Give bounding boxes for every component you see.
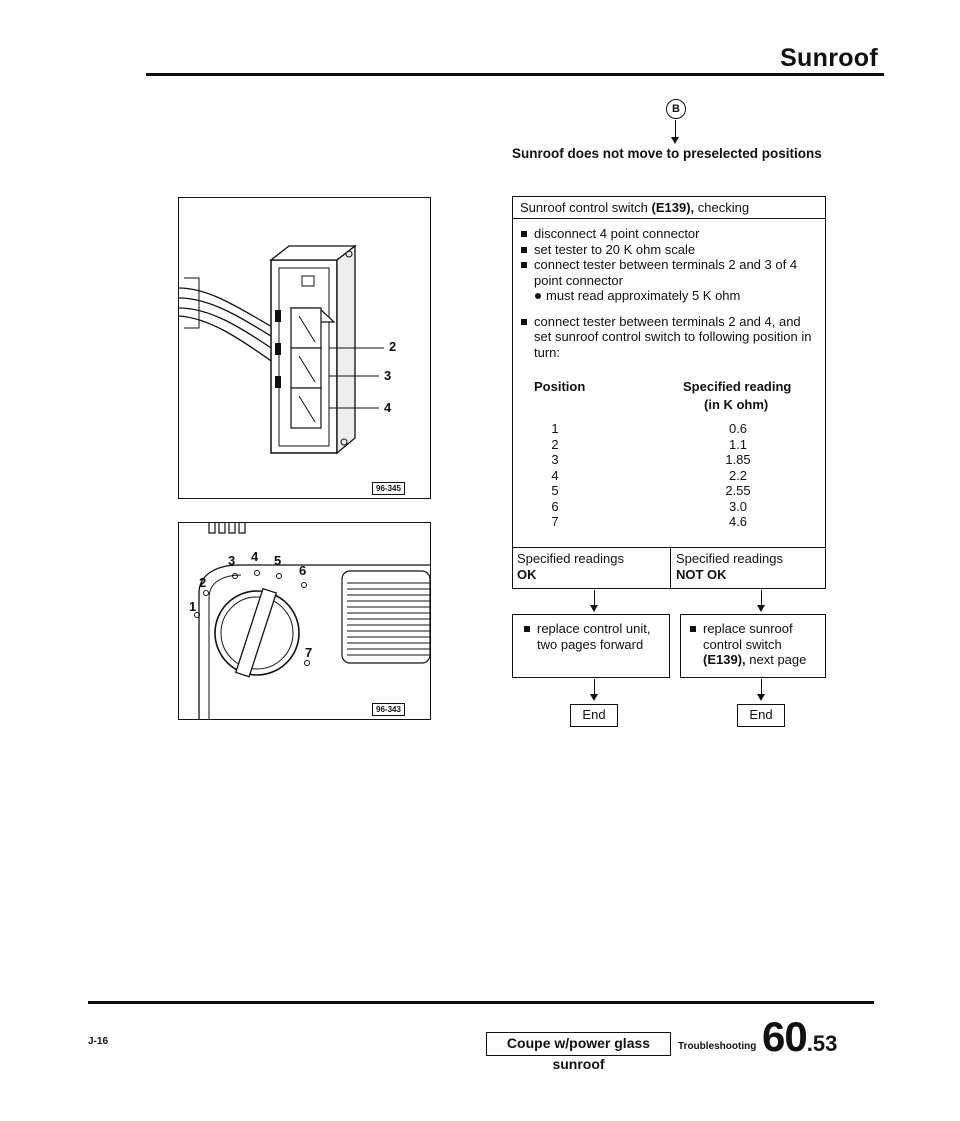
step-item: disconnect 4 point connector — [516, 226, 820, 242]
dial-label-1: 1 — [189, 599, 197, 614]
step-item: set tester to 20 K ohm scale — [516, 242, 820, 258]
terminal-label-2: 2 — [389, 339, 397, 354]
terminal-label-3: 3 — [384, 368, 392, 383]
action-right-code: (E139), — [703, 652, 746, 667]
page-number — [762, 1013, 837, 1061]
outcome-notok-status: NOT OK — [676, 566, 727, 582]
dial-label-6: 6 — [299, 563, 307, 578]
check-heading-tail: checking — [697, 200, 750, 215]
action-right-text-2: next page — [749, 652, 807, 667]
arrow-end-left-head — [590, 694, 598, 701]
check-heading-divider — [512, 218, 826, 219]
col-reading-unit: (in K ohm) — [704, 397, 769, 412]
step-item: connect tester between terminals 2 and 3 of 4 point connector — [516, 257, 820, 288]
page-number-main: 60 — [762, 1013, 807, 1060]
action-left-box — [512, 614, 670, 678]
connector-figure — [178, 197, 431, 499]
readings-column — [713, 421, 763, 530]
outcome-ok-label: Specified readings — [517, 551, 624, 566]
reading-value: 4.6 — [728, 514, 748, 529]
figure-id: 96-343 — [372, 703, 405, 716]
positions-column — [540, 421, 570, 530]
action-right-box — [680, 614, 826, 678]
reading-value: 2.2 — [728, 467, 748, 483]
reading-value: 1.85 — [725, 452, 751, 467]
header-rule — [146, 73, 884, 76]
check-heading-text: Sunroof control switch — [520, 200, 648, 215]
check-heading-code: (E139), — [651, 200, 695, 215]
dial-label-2: 2 — [199, 575, 207, 590]
marker-arrow-head — [671, 137, 679, 144]
arrow-notok-head — [757, 605, 765, 612]
reading-value: 3.0 — [728, 498, 748, 514]
position-value: 6 — [551, 498, 559, 514]
terminal-label-4: 4 — [384, 400, 392, 415]
marker-arrow-line — [675, 120, 676, 138]
position-value: 1 — [551, 421, 559, 436]
position-value: 5 — [551, 483, 559, 498]
action-left-text: replace control unit, two pages forward — [519, 621, 663, 652]
reading-value: 2.55 — [725, 483, 751, 498]
action-right-text — [685, 621, 821, 668]
step-marker: B — [666, 99, 686, 119]
position-value: 3 — [551, 452, 559, 467]
arrow-ok-head — [590, 605, 598, 612]
footer-model-box: Coupe w/power glass sunroof — [486, 1032, 671, 1056]
action-right-text-1: replace sunroof control switch — [703, 621, 793, 652]
page-number-sub: .53 — [806, 1031, 838, 1056]
step-item: connect tester between terminals 2 and 4, and set sunroof control switch to following position in turn: — [516, 314, 820, 361]
dial-label-4: 4 — [251, 549, 259, 564]
position-value: 4 — [551, 467, 559, 483]
condition-heading: Sunroof does not move to preselected positions — [512, 146, 822, 161]
dial-label-5: 5 — [274, 553, 282, 568]
footer-code: J-16 — [88, 1036, 109, 1047]
switch-figure — [178, 522, 431, 720]
reading-value: 1.1 — [728, 436, 748, 452]
outcome-notok-label: Specified readings — [676, 551, 783, 566]
sub-step-item: must read approximately 5 K ohm — [532, 288, 820, 304]
check-steps — [516, 226, 820, 360]
outcome-ok — [517, 551, 667, 582]
reading-value: 0.6 — [728, 421, 748, 436]
arrow-end-right-head — [757, 694, 765, 701]
page-title: Sunroof — [780, 44, 878, 72]
switch-illustration — [179, 523, 430, 719]
figure-id: 96-345 — [372, 482, 405, 495]
dial-label-7: 7 — [305, 645, 313, 660]
outcome-not-ok — [676, 551, 826, 582]
outcome-divider — [670, 547, 671, 589]
end-right-box: End — [737, 704, 785, 727]
end-left-box: End — [570, 704, 618, 727]
col-position-header: Position — [534, 379, 586, 394]
check-heading — [520, 200, 820, 216]
dial-label-3: 3 — [228, 553, 236, 568]
outcome-ok-status: OK — [517, 566, 537, 582]
position-value: 7 — [551, 514, 559, 529]
footer-rule — [88, 1001, 874, 1004]
position-value: 2 — [551, 436, 559, 452]
footer-section: Troubleshooting — [678, 1041, 757, 1052]
col-reading-header: Specified reading — [683, 379, 792, 394]
